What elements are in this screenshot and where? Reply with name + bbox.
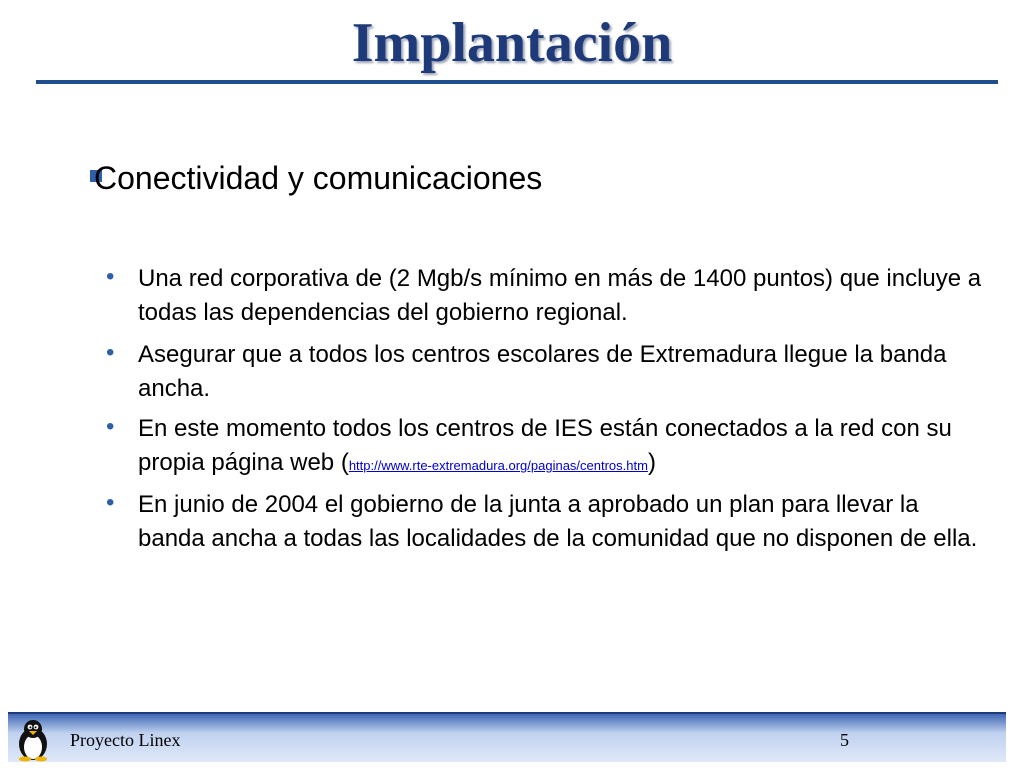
list-item [106, 338, 986, 406]
slide-title: Implantación [351, 12, 673, 74]
list-item-text [138, 412, 988, 483]
centros-link[interactable]: http://www.rte-extremadura.org/paginas/centros.htm [348, 458, 648, 473]
list-item-text-after: ) [647, 449, 656, 476]
list-item [106, 262, 986, 330]
bullet-level1-text: Conectividad y comunicaciones [94, 160, 543, 196]
footer-project-name: Proyecto Linex [70, 730, 181, 750]
title-underline [36, 80, 998, 84]
bullet-dot-icon: • [106, 413, 115, 440]
list-item-text-before: En este momento todos los centros de IES están conectados a la red con su propia página web ( [138, 415, 952, 476]
list-item-text: Una red corporativa de (2 Mgb/s mínimo en más de 1400 puntos) que incluye a todas las dependencias del gobierno regional. [138, 265, 982, 326]
bullet-dot-icon: • [106, 263, 115, 290]
list-item-text: En junio de 2004 el gobierno de la junta a aprobado un plan para llevar la banda ancha a todas las localidades de la comunidad que no disponen de ella. [138, 491, 978, 552]
list-item [106, 488, 986, 556]
list-item [106, 412, 986, 483]
page-number: 5 [840, 730, 849, 750]
list-item-text: Asegurar que a todos los centros escolares de Extremadura llegue la banda ancha. [138, 341, 947, 402]
penguin-icon [12, 718, 54, 762]
bullet-dot-icon: • [106, 339, 115, 366]
bullet-dot-icon: • [106, 489, 115, 516]
